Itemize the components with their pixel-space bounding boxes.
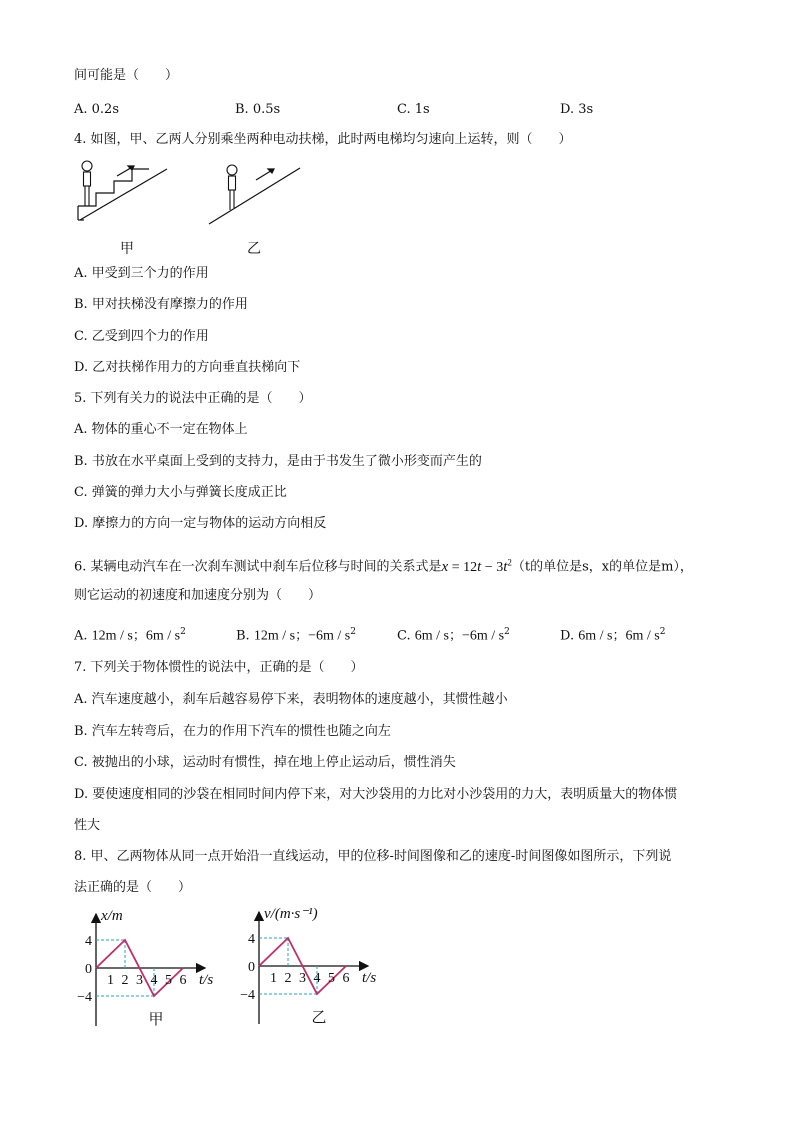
chart-caption: 甲 (148, 1010, 164, 1028)
q6-option-c-letter: C. (397, 628, 415, 644)
q6-formula-t1: t (477, 558, 482, 575)
q4-option-d: D. 乙对扶梯作用力的方向垂直扶梯向下 (74, 360, 301, 375)
x-axis-label: t/s (199, 972, 214, 988)
y-axis-label: x/m (101, 908, 123, 924)
chart-jia (77, 908, 213, 1028)
q6-option-d-v: 6m / s (578, 628, 613, 644)
q6-option-c-v: 6m / s (414, 628, 449, 644)
y-tick-label: −4 (77, 990, 92, 1005)
q8-stem-line1: 8. 甲、乙两物体从同一点开始沿一直线运动，甲的位移-时间图像和乙的速度-时间图像如图所示，下列说 (74, 849, 672, 864)
figure-label-jia: 甲 (120, 241, 134, 257)
q6-stem (74, 554, 693, 576)
q5-option-a: A. 物体的重心不一定在物体上 (74, 422, 248, 437)
q5-option-c: C. 弹簧的弹力大小与弹簧长度成正比 (74, 485, 287, 500)
q6-option-a-exp: 2 (180, 627, 186, 637)
q7-option-c: C. 被抛出的小球，运动时有惯性，掉在地上停止运动后，惯性消失 (74, 755, 456, 770)
q6-option-d-exp: 2 (659, 627, 666, 637)
q4-option-b: B. 甲对扶梯没有摩擦力的作用 (74, 297, 248, 312)
q6-option-c-sep: ； (448, 628, 462, 644)
q6-option-b (236, 624, 356, 644)
y-axis-label: v/(m·s⁻¹) (264, 906, 318, 922)
q4-option-a: A. 甲受到三个力的作用 (74, 266, 209, 281)
y-tick-label: 4 (248, 932, 255, 947)
figure-label-yi: 乙 (247, 241, 261, 257)
q6-stem-units: （t的单位是s，x的单位是m）， (511, 559, 693, 575)
x-tick-label: 1 (270, 971, 277, 986)
q4-stem: 4. 如图，甲、乙两人分别乘坐两种电动扶梯，此时两电梯均匀速向上运转，则（ ） (74, 132, 572, 147)
q6-stem-line2: 则它运动的初速度和加速度分别为（ ） (74, 588, 322, 603)
motion-graphs (72, 900, 392, 1035)
q6-formula (441, 557, 512, 575)
y-tick-label: −4 (240, 988, 255, 1003)
q6-option-c-a: −6m / s (462, 628, 505, 644)
q6-option-d-sep: ； (612, 628, 626, 644)
x-tick-label: 6 (179, 973, 187, 988)
chart-yi (240, 906, 376, 1026)
escalator-yi (209, 168, 300, 224)
q3-option-c: C. 1s (397, 102, 430, 117)
x-axis-label: t/s (362, 970, 377, 986)
person-yi-icon (227, 165, 237, 210)
q6-formula-x: x (441, 558, 449, 575)
q5-stem: 5. 下列有关力的说法中正确的是（ ） (74, 391, 312, 406)
x-tick-label: 4 (313, 971, 321, 986)
q6-option-d-letter: D. (560, 628, 579, 644)
q7-option-a: A. 汽车速度越小，刹车后越容易停下来，表明物体的速度越小，其惯性越小 (74, 692, 508, 707)
x-tick-label: 5 (165, 973, 172, 988)
y-tick-label: 4 (85, 934, 92, 949)
q5-option-d: D. 摩擦力的方向一定与物体的运动方向相反 (74, 516, 327, 531)
y-tick-label: 0 (85, 962, 92, 977)
q6-formula-minus: − 3 (481, 559, 504, 575)
person-jia-icon (82, 161, 92, 206)
q6-option-d (560, 624, 665, 644)
q7-option-b: B. 汽车左转弯后，在力的作用下汽车的惯性也随之向左 (74, 724, 391, 739)
q6-option-b-exp: 2 (350, 627, 356, 637)
q6-option-c (397, 624, 510, 644)
x-tick-label: 6 (342, 971, 350, 986)
q6-formula-t2: t (503, 558, 508, 575)
x-tick-label: 2 (284, 971, 292, 986)
x-tick-label: 1 (107, 973, 114, 988)
q6-option-a-v: 12m / s (91, 628, 133, 644)
q7-option-d: D. 要使速度相同的沙袋在相同时间内停下来，对大沙袋用的力比对小沙袋用的力大，表明质量大的物体惯 (74, 787, 678, 802)
q6-formula-eq: = 12 (448, 559, 478, 575)
escalator-figure (74, 156, 314, 228)
x-tick-label: 2 (121, 973, 129, 988)
q6-option-a-a: 6m / s (145, 628, 181, 644)
q3-option-b: B. 0.5s (235, 102, 281, 117)
q6-option-d-a: 6m / s (625, 628, 660, 644)
q3-option-a: A. 0.2s (74, 102, 119, 117)
q5-option-b: B. 书放在水平桌面上受到的支持力，是由于书发生了微小形变而产生的 (74, 454, 482, 469)
q6-option-a-letter: A. (74, 628, 92, 644)
q6-formula-exp: 2 (507, 557, 512, 567)
q6-option-c-exp: 2 (504, 627, 510, 637)
q6-option-b-letter: B. (236, 628, 254, 644)
q6-option-a (74, 624, 186, 644)
q6-stem-text: 6. 某辆电动汽车在一次刹车测试中刹车后位移与时间的关系式是 (74, 559, 442, 575)
x-tick-label: 3 (136, 973, 143, 988)
q7-stem: 7. 下列关于物体惯性的说法中，正确的是（ ） (74, 660, 364, 675)
q6-option-b-sep: ； (295, 628, 309, 644)
q3-option-d: D. 3s (560, 102, 594, 117)
q7-option-d-cont: 性大 (74, 818, 101, 833)
q6-option-b-v: 12m / s (253, 628, 296, 644)
x-tick-label: 5 (328, 971, 335, 986)
x-tick-label: 3 (299, 971, 306, 986)
q6-option-a-sep: ； (132, 628, 146, 644)
escalator-jia (78, 166, 167, 220)
chart-caption: 乙 (311, 1008, 327, 1026)
q8-stem-line2: 法正确的是（ ） (74, 880, 192, 895)
q6-option-b-a: −6m / s (308, 628, 351, 644)
x-tick-label: 4 (150, 973, 158, 988)
y-tick-label: 0 (248, 960, 255, 975)
q4-option-c: C. 乙受到四个力的作用 (74, 329, 209, 344)
q3-stem-tail: 间可能是（ ） (74, 68, 179, 83)
